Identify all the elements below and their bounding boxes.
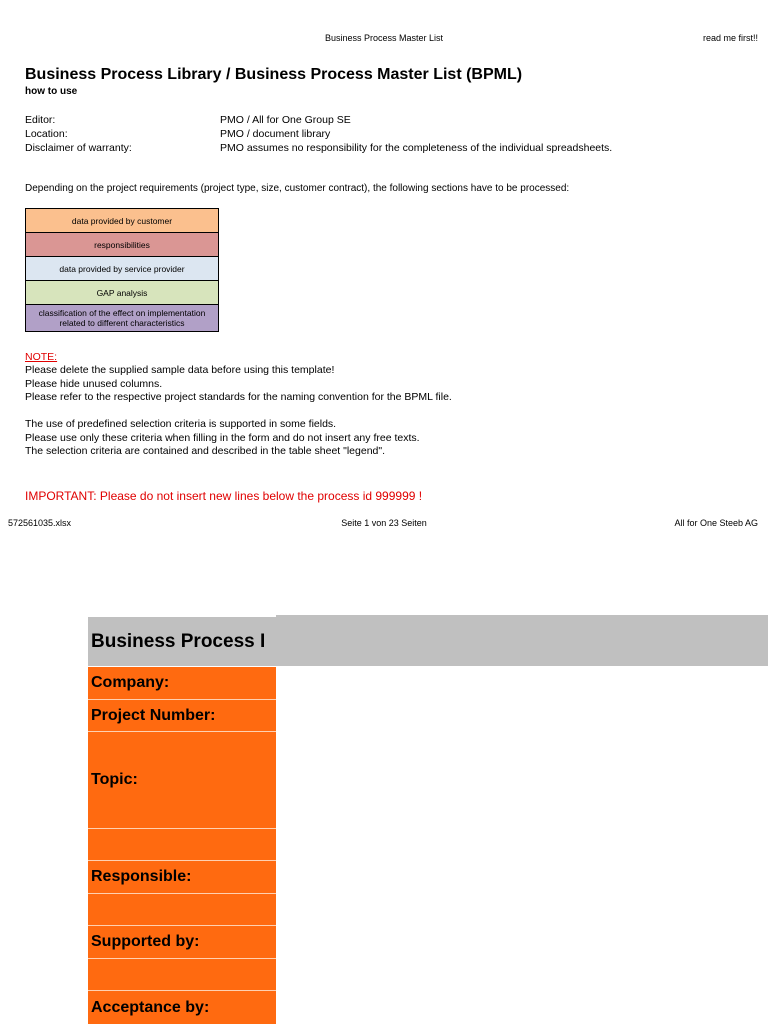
- page-header-title: Business Process Master List: [324, 33, 444, 43]
- note-line: Please hide unused columns.: [25, 377, 163, 390]
- field-topic-label: Topic:: [88, 732, 276, 829]
- sheet-title-band: [276, 615, 768, 666]
- note-line: Please refer to the respective project standards for the naming convention for the BPML file.: [25, 391, 452, 403]
- page-header-sheet-name: read me first!!: [702, 33, 758, 43]
- field-project-number-label: Project Number:: [88, 700, 276, 732]
- meta-row-disclaimer: [25, 141, 612, 155]
- meta-key: Editor:: [25, 114, 56, 126]
- legend-customer-data: data provided by customer: [26, 209, 218, 233]
- important-warning: IMPORTANT: Please do not insert new lines below the process id 999999 !: [25, 489, 423, 503]
- field-company-label: Company:: [88, 667, 276, 700]
- intro-text: Depending on the project requirements (project type, size, customer contract), the following sections have to be processed:: [25, 183, 570, 194]
- field-supported-by-label: Supported by:: [88, 926, 276, 959]
- field-acceptance-by-label: Acceptance by:: [88, 991, 276, 1024]
- meta-value: PMO assumes no responsibility for the completeness of the individual spreadsheets.: [220, 142, 613, 154]
- meta-value: PMO / document library: [220, 128, 331, 140]
- meta-value: PMO / All for One Group SE: [220, 114, 351, 126]
- footer-company: All for One Steeb AG: [674, 518, 758, 528]
- note-heading: NOTE:: [25, 351, 58, 363]
- criteria-line: The selection criteria are contained and described in the table sheet "legend".: [25, 445, 386, 457]
- meta-block: [25, 113, 612, 155]
- criteria-lines: [25, 418, 420, 459]
- sheet-title: Business Process I: [88, 617, 276, 666]
- note-lines: [25, 364, 452, 405]
- legend-gap-analysis: GAP analysis: [26, 281, 218, 305]
- legend-classification: classification of the effect on implementation related to different characteristics: [26, 305, 218, 331]
- meta-key: Disclaimer of warranty:: [25, 142, 132, 154]
- note-line: Please delete the supplied sample data before using this template!: [25, 364, 335, 376]
- meta-row-location: [25, 127, 612, 141]
- section-legend: [25, 208, 219, 332]
- field-blank-cell: [88, 959, 276, 991]
- meta-row-editor: [25, 113, 612, 127]
- footer-filename: 572561035.xlsx: [8, 518, 72, 528]
- field-responsible-label: Responsible:: [88, 861, 276, 894]
- criteria-line: Please use only these criteria when filling in the form and do not insert any free texts.: [25, 431, 420, 444]
- document-subtitle: how to use: [25, 86, 78, 97]
- criteria-line: The use of predefined selection criteria is supported in some fields.: [25, 418, 337, 430]
- meta-key: Location:: [25, 128, 68, 140]
- field-blank-cell: [88, 829, 276, 861]
- legend-responsibilities: responsibilities: [26, 233, 218, 257]
- document-title: Business Process Library / Business Process Master List (BPML): [25, 66, 523, 83]
- legend-provider-data: data provided by service provider: [26, 257, 218, 281]
- footer-page-number: Seite 1 von 23 Seiten: [341, 518, 427, 528]
- field-blank-cell: [88, 894, 276, 926]
